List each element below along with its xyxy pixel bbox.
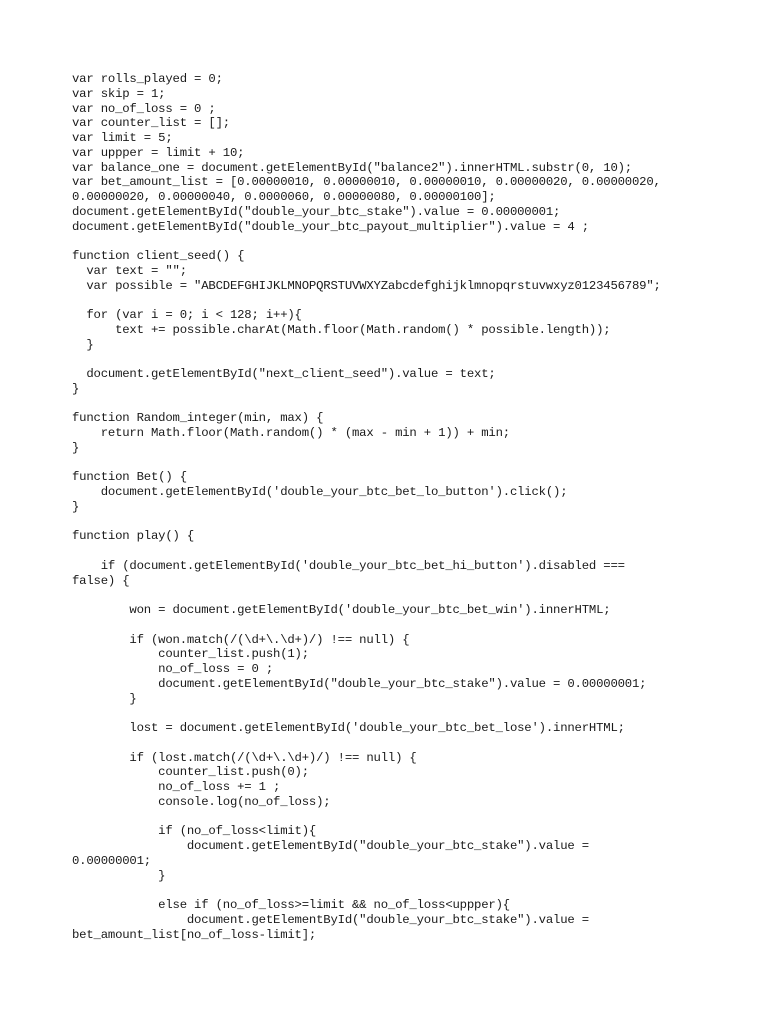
code-line	[72, 234, 712, 249]
code-line	[72, 456, 712, 471]
code-line: }	[72, 440, 80, 455]
code-line: if (won.match(/(\d+\.\d+)/) !== null) {	[72, 632, 410, 647]
code-line	[72, 397, 712, 412]
code-line: var rolls_played = 0;	[72, 72, 223, 86]
code-listing	[72, 72, 712, 942]
code-line: else if (no_of_loss>=limit && no_of_loss<uppper){	[72, 898, 510, 912]
code-line: 0.00000001;	[72, 853, 151, 868]
code-line: document.getElementById("double_your_btc_stake").value =	[72, 839, 589, 853]
code-line: no_of_loss = 0 ;	[72, 662, 274, 676]
code-line: if (document.getElementById('double_your_btc_bet_hi_button').disabled ===	[72, 558, 625, 573]
code-line: won = document.getElementById('double_your_btc_bet_win').innerHTML;	[72, 603, 611, 617]
code-line: var bet_amount_list = [0.00000010, 0.00000010, 0.00000010, 0.00000020, 0.00000020,	[72, 175, 661, 190]
code-line: var text = "";	[72, 263, 187, 278]
code-line: no_of_loss += 1 ;	[72, 780, 281, 794]
code-line	[72, 736, 712, 751]
code-line: }	[72, 691, 137, 706]
code-line: document.getElementById("next_client_seed").value = text;	[72, 367, 496, 381]
code-line: var no_of_loss = 0 ;	[72, 101, 216, 116]
code-line: var possible = "ABCDEFGHIJKLMNOPQRSTUVWXYZabcdefghijklmnopqrstuvwxyz0123456789";	[72, 278, 661, 293]
code-line	[72, 352, 712, 367]
code-line: document.getElementById("double_your_btc_stake").value = 0.00000001;	[72, 676, 647, 691]
code-line: function client_seed() {	[72, 249, 245, 263]
code-line: function play() {	[72, 529, 195, 544]
code-line: function Bet() {	[72, 470, 187, 485]
code-line	[72, 293, 712, 308]
code-line: for (var i = 0; i < 128; i++){	[72, 308, 302, 322]
code-line: counter_list.push(1);	[72, 647, 309, 662]
code-line: false) {	[72, 573, 130, 588]
code-line: document.getElementById("double_your_btc_payout_multiplier").value = 4 ;	[72, 219, 589, 234]
code-line: var counter_list = [];	[72, 116, 230, 131]
code-line: document.getElementById('double_your_btc_bet_lo_button').click();	[72, 485, 568, 499]
code-line: 0.00000020, 0.00000040, 0.0000060, 0.00000080, 0.00000100];	[72, 190, 496, 204]
code-line: var skip = 1;	[72, 86, 166, 101]
code-line: document.getElementById("double_your_btc_stake").value = 0.00000001;	[72, 204, 561, 219]
code-line: if (no_of_loss<limit){	[72, 824, 317, 839]
code-line: counter_list.push(0);	[72, 765, 309, 780]
code-line	[72, 588, 712, 603]
code-line	[72, 544, 712, 559]
code-line	[72, 883, 712, 898]
code-line: var balance_one = document.getElementById("balance2").innerHTML.substr(0, 10);	[72, 160, 632, 175]
code-line: }	[72, 381, 80, 396]
code-line	[72, 810, 712, 825]
code-line: if (lost.match(/(\d+\.\d+)/) !== null) {	[72, 750, 417, 765]
code-line: var uppper = limit + 10;	[72, 145, 245, 160]
code-line: }	[72, 337, 94, 352]
code-line: lost = document.getElementById('double_your_btc_bet_lose').innerHTML;	[72, 721, 625, 735]
code-line: function Random_integer(min, max) {	[72, 411, 324, 426]
code-line: return Math.floor(Math.random() * (max - min + 1)) + min;	[72, 426, 510, 440]
code-line: bet_amount_list[no_of_loss-limit];	[72, 927, 317, 942]
code-line: }	[72, 868, 166, 883]
code-line: var limit = 5;	[72, 131, 173, 145]
code-line	[72, 706, 712, 721]
code-line: text += possible.charAt(Math.floor(Math.random() * possible.length));	[72, 322, 611, 337]
code-line: console.log(no_of_loss);	[72, 794, 331, 809]
code-line: document.getElementById("double_your_btc_stake").value =	[72, 912, 589, 927]
code-line	[72, 515, 712, 530]
code-line: }	[72, 499, 80, 514]
code-line	[72, 618, 712, 633]
